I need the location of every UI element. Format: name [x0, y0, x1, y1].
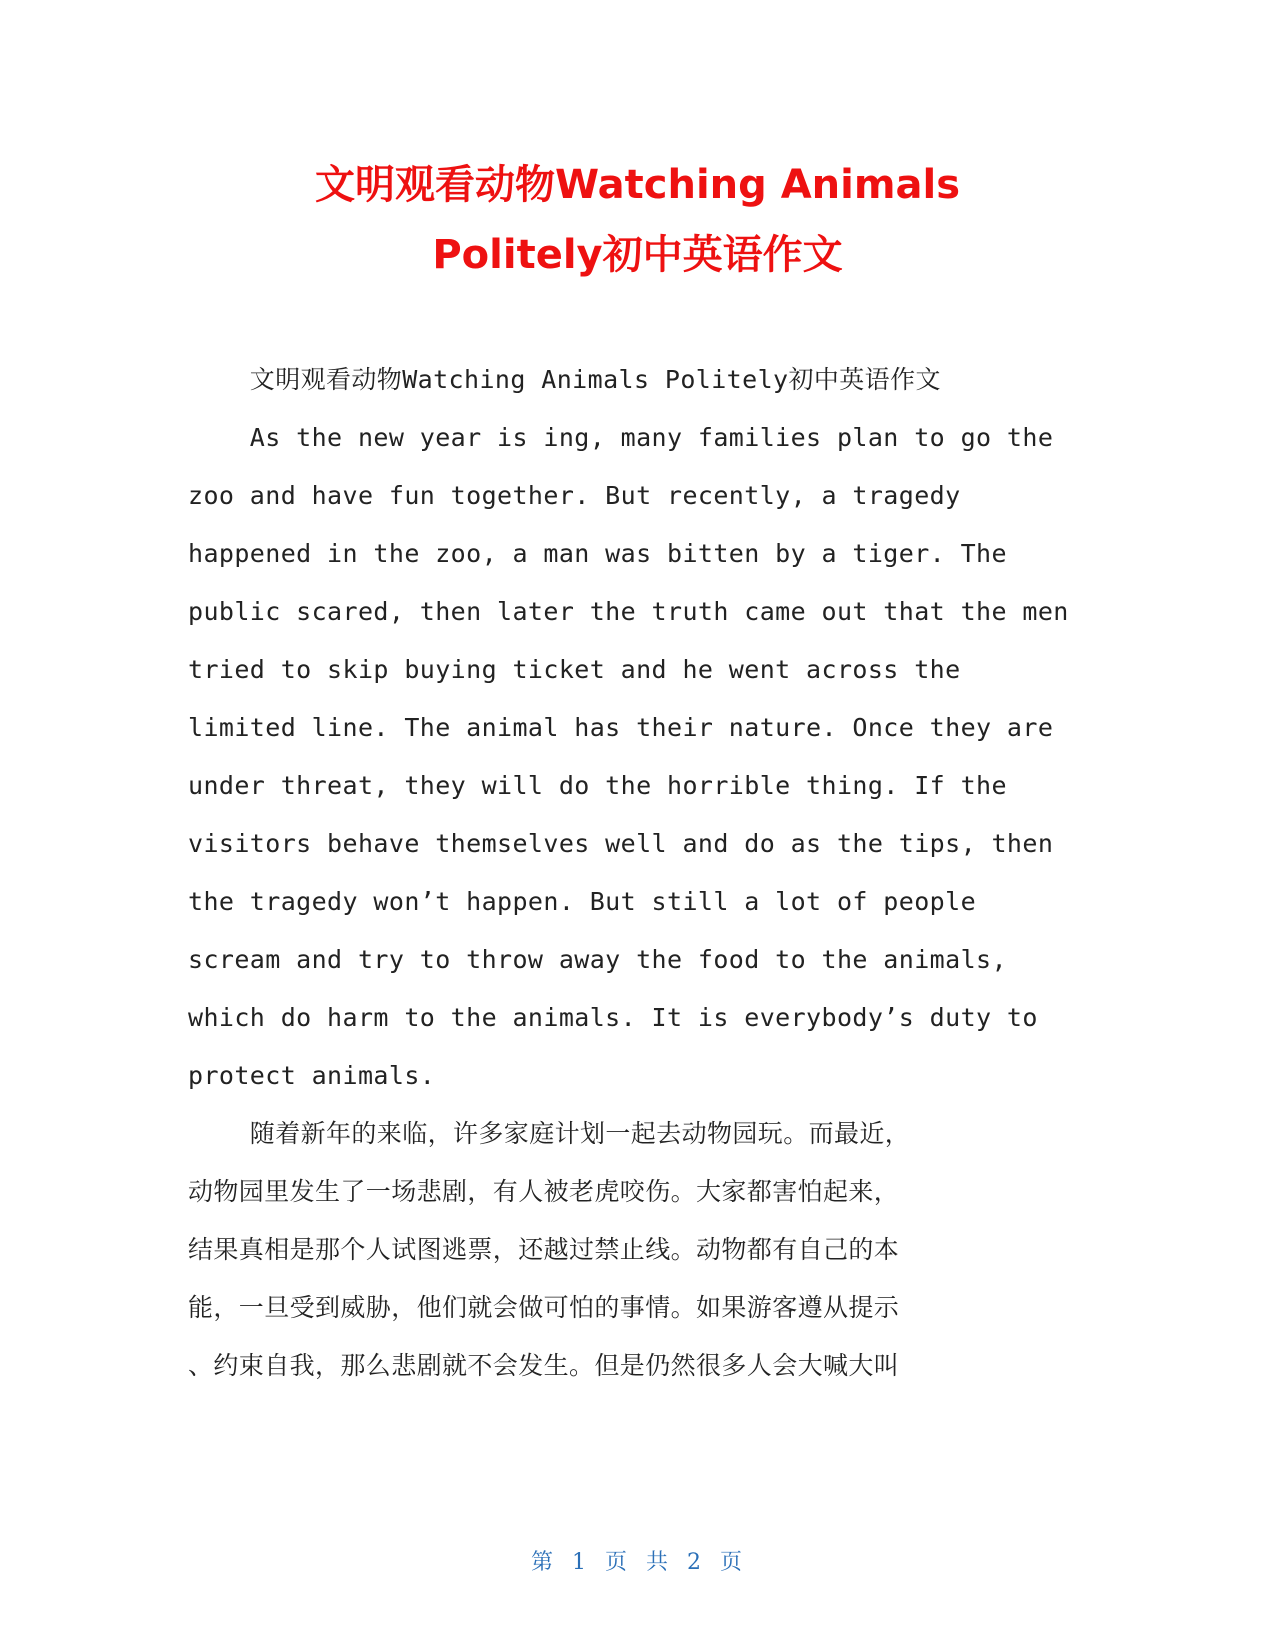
- footer-total-pages: 2: [687, 1550, 704, 1575]
- footer-current-page: 1: [571, 1550, 588, 1575]
- body-line: happened in the zoo, a man was bitten by a tiger. The: [188, 539, 1007, 568]
- body-line: 能，一旦受到威胁，他们就会做可怕的事情。如果游客遵从提示: [188, 1293, 900, 1322]
- body-line: 、约束自我，那么悲剧就不会发生。但是仍然很多人会大喊大叫: [188, 1351, 900, 1380]
- body-line: visitors behave themselves well and do as the tips, then: [188, 829, 1054, 858]
- document-title: [180, 150, 1095, 290]
- body-line: zoo and have fun together. But recently, a tragedy: [188, 481, 961, 510]
- body-line: tried to skip buying ticket and he went across the: [188, 655, 961, 684]
- body-line: the tragedy won’t happen. But still a lot of people: [188, 887, 977, 916]
- footer-page-word: 页: [604, 1550, 629, 1575]
- footer-total-prefix: 共: [646, 1550, 671, 1575]
- body-line: protect animals.: [188, 1061, 436, 1090]
- body-line: 动物园里发生了一场悲剧，有人被老虎咬伤。大家都害怕起来，: [188, 1177, 900, 1206]
- title-line-2: Politely初中英语作文: [432, 232, 843, 278]
- body-line: scream and try to throw away the food to the animals,: [188, 945, 1007, 974]
- body-line: limited line. The animal has their nature. Once they are: [188, 713, 1054, 742]
- title-line-1: 文明观看动物Watching Animals: [314, 162, 961, 208]
- body-line: 文明观看动物Watching Animals Politely初中英语作文: [188, 365, 941, 394]
- body-line: As the new year is ing, many families plan to go the: [188, 423, 1054, 452]
- body-line: public scared, then later the truth came out that the men: [188, 597, 1069, 626]
- body-line: 结果真相是那个人试图逃票，还越过禁止线。动物都有自己的本: [188, 1235, 900, 1264]
- footer-prefix: 第: [530, 1550, 555, 1575]
- body-line: under threat, they will do the horrible thing. If the: [188, 771, 1007, 800]
- body-line: 随着新年的来临，许多家庭计划一起去动物园玩。而最近，: [188, 1119, 911, 1148]
- footer-suffix: 页: [720, 1550, 745, 1575]
- page-footer: [0, 1545, 1275, 1576]
- body-line: which do harm to the animals. It is everybody’s duty to: [188, 1003, 1038, 1032]
